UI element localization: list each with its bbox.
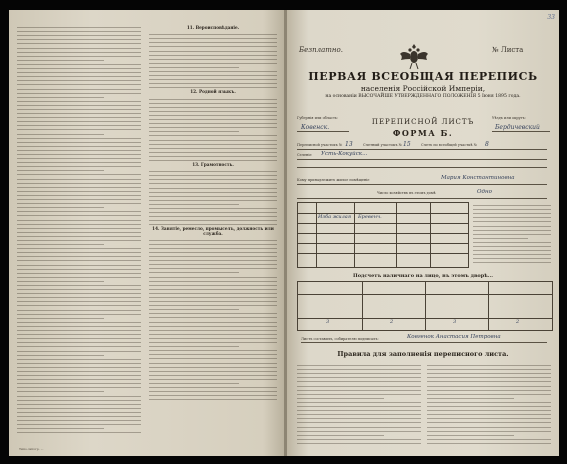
instructions-column-left — [17, 24, 141, 442]
totals-table — [297, 281, 553, 331]
district-rule — [492, 131, 550, 132]
free-label: Безплатно. — [299, 46, 343, 54]
instructions-column-right — [149, 24, 277, 442]
heading-occupation: 14. Занятіе, ремесло, промыселъ, должность или служба. — [152, 226, 274, 236]
province-label: Губернія или область: — [297, 116, 339, 120]
counting-area-label: Счетный участокъ № — [363, 143, 402, 147]
owner-rule — [297, 184, 547, 185]
owner-value: Мария Константиновна — [441, 175, 515, 181]
right-page-census-form — [287, 10, 559, 456]
place-rule-2 — [297, 167, 547, 168]
sheet-number-text: № Листа — [492, 46, 524, 54]
print-line — [427, 440, 551, 444]
dwelling-entry-2: Бревенч. — [358, 214, 382, 220]
dwelling-entry-1: Изба жилая — [318, 214, 352, 220]
print-line — [149, 157, 277, 161]
form-label: ФОРМА Б. — [392, 128, 454, 138]
dwelling-notes — [473, 202, 551, 266]
print-line — [149, 84, 277, 88]
households-label: Число хозяйствъ въ этомъ домѣ — [377, 191, 436, 195]
total-value-3: 3 — [453, 319, 457, 325]
signature-rule — [301, 342, 547, 343]
rules-column-right — [427, 362, 551, 448]
heading-native-language: 12. Родной языкъ. — [190, 89, 236, 95]
rules-heading: Правила для заполненія переписного листа. — [337, 350, 509, 358]
census-area-value: 13 — [345, 141, 353, 148]
place-value: Усть-Кокуйск... — [321, 151, 368, 157]
province-value: Ковенск. — [301, 124, 330, 131]
district-label: Уѣздъ или округъ: — [492, 116, 526, 120]
sheet-number-label — [492, 46, 523, 54]
left-page-instructions — [9, 10, 285, 456]
total-value-2: 2 — [390, 319, 394, 325]
print-line — [17, 429, 141, 433]
owner-label: Кому принадлежитъ жилое помѣщеніе — [297, 178, 370, 182]
totals-heading: Подсчетъ наличнаго на лицо, въ этомъ дворѣ... — [353, 273, 493, 279]
imperial-eagle-emblem — [399, 42, 429, 70]
province-rule — [297, 131, 349, 132]
census-subtitle: населенія Россійской Имперіи, — [360, 84, 486, 93]
print-line — [149, 396, 277, 400]
signature-value: Ковгенок Анастасия Петровна — [407, 334, 501, 340]
households-value: Одно — [477, 189, 492, 195]
place-rule — [297, 159, 547, 160]
list-value: 8 — [485, 141, 489, 148]
print-line — [149, 221, 277, 225]
signature-label: Листъ составилъ, собирателю подписалъ: — [301, 337, 379, 341]
counting-area-value: 15 — [403, 141, 411, 148]
list-label: Счетъ по всеобщей участкѣ № — [421, 143, 477, 147]
census-basis: на основаніи ВЫСОЧАЙШЕ УТВЕРЖДЕННАГО ПОЛОЖЕНІЯ 5 Іюня 1895 года. — [325, 94, 521, 99]
print-line — [473, 259, 551, 263]
sheet-label: ПЕРЕПИСНОЙ ЛИСТЪ — [371, 118, 475, 126]
open-census-book — [9, 10, 559, 456]
census-area-label: Переписной участокъ № — [297, 143, 343, 147]
pencil-sheet-number: 33 — [547, 14, 555, 21]
dwelling-table — [297, 202, 469, 268]
heading-religion: 11. Вероисповѣданіе. — [186, 25, 240, 30]
total-value-1: 3 — [326, 319, 330, 325]
district-value: Бердичевский — [495, 124, 540, 131]
census-area-rule — [297, 149, 547, 150]
census-title: ПЕРВАЯ ВСЕОБЩАЯ ПЕРЕПИСЬ — [308, 70, 538, 83]
households-rule — [297, 198, 547, 199]
printer-footer: Типо-литогр. ... — [19, 447, 44, 451]
rules-column-left — [297, 362, 421, 448]
print-line — [297, 440, 421, 444]
total-value-4: 2 — [516, 319, 520, 325]
place-label: Селеніе — [297, 153, 312, 157]
heading-literacy: 13. Грамотность. — [192, 162, 234, 167]
